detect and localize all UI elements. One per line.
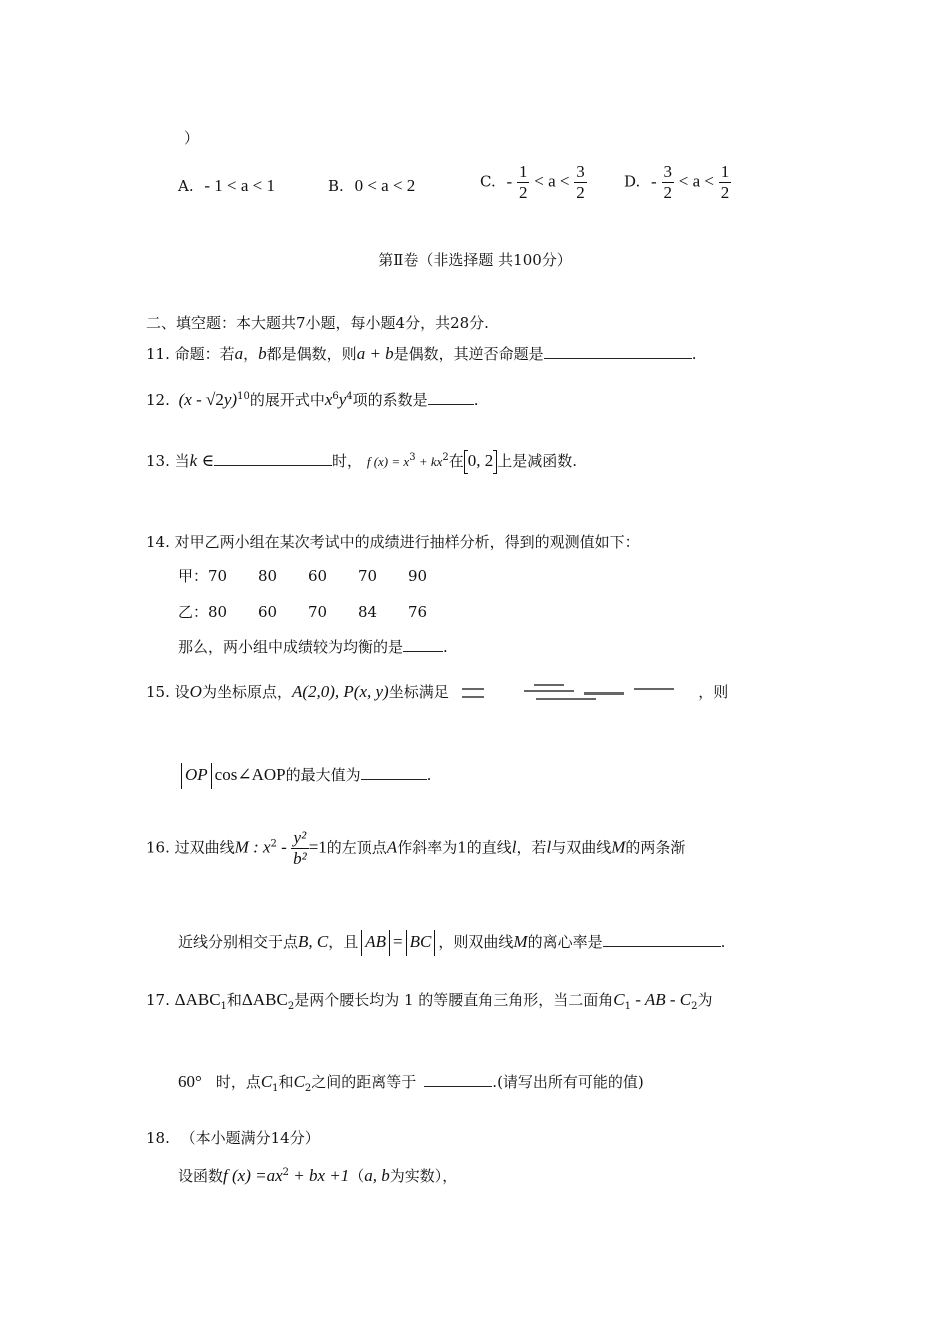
question-16: 16. 过双曲线M : $x^2$ - $\frac{\text{y²}}{\text{b²}}$ =1的左顶点A作斜率为1的直线l，若l与双曲线M的两条渐: [146, 828, 686, 868]
answer-blank: [603, 932, 721, 947]
question-18: 18. （本小题满分14分）: [146, 1129, 320, 1147]
answer-blank: [361, 765, 427, 780]
scores-row-jia: 甲：70 80 60 70 90: [178, 567, 428, 585]
answer-blank: [403, 637, 443, 652]
constraint-system-image: [454, 680, 694, 706]
question-18-line2: 设函数f $(x) =ax^2$ + bx +1（a, b为实数），: [178, 1166, 458, 1185]
question-17: 17. $\Delta ABC_1$和$\Delta ABC_2$是两个腰长均为 1 的等腰直角三角形，当二面角$C_1$ - AB - $C_2$为: [146, 990, 713, 1012]
answer-blank: [424, 1072, 492, 1087]
part-heading: 二、填空题：本大题共7小题，每小题4分，共28分.: [146, 314, 489, 332]
option-a: A. - 1 < a < 1: [178, 176, 276, 195]
scores-row-yi: 乙：80 60 70 84 76: [178, 603, 428, 621]
previous-question-tail: ）: [184, 129, 200, 147]
answer-blank: [428, 390, 474, 405]
option-b: B. 0 < a < 2: [328, 176, 416, 195]
answer-blank: [544, 344, 692, 359]
option-d: D. - $\frac{3}{2}$ < a < $\frac{1}{2}$: [624, 162, 730, 202]
question-17-line2: 60° 时，点$C_1$和$C_2$之间的距离等于 .(请写出所有可能的值): [178, 1072, 644, 1094]
section-title: 第Ⅱ卷（非选择题 共100分）: [378, 251, 572, 269]
question-14: 14. 对甲乙两小组在某次考试中的成绩进行抽样分析，得到的观测值如下：: [146, 533, 640, 551]
answer-blank: [214, 451, 332, 466]
question-14-tail: 那么，两小组中成绩较为均衡的是 .: [178, 638, 448, 656]
option-c: C. - $\frac{1}{2}$ < a < $\frac{3}{2}$: [480, 162, 585, 202]
question-15-line2: OP cos∠AOP的最大值为 .: [178, 763, 431, 789]
question-16-line2: 近线分别相交于点B, C，且 AB = BC ，则双曲线M的离心率是 .: [178, 930, 725, 956]
question-12: 12. (x - √2y)$^{10}$的展开式中$x^6y^4$项的系数是 .: [146, 390, 479, 409]
question-13: 13. 当k ∈ 时， f $(x) = x^3 + kx^2$在 0, 2 上是减函数.: [146, 450, 577, 474]
question-15: 15. 设O为坐标原点，A(2,0), P(x, y)坐标满足 ，则: [146, 680, 728, 706]
question-11: 11. 命题：若a，b都是偶数，则a + b是偶数，其逆否命题是 .: [146, 344, 697, 363]
